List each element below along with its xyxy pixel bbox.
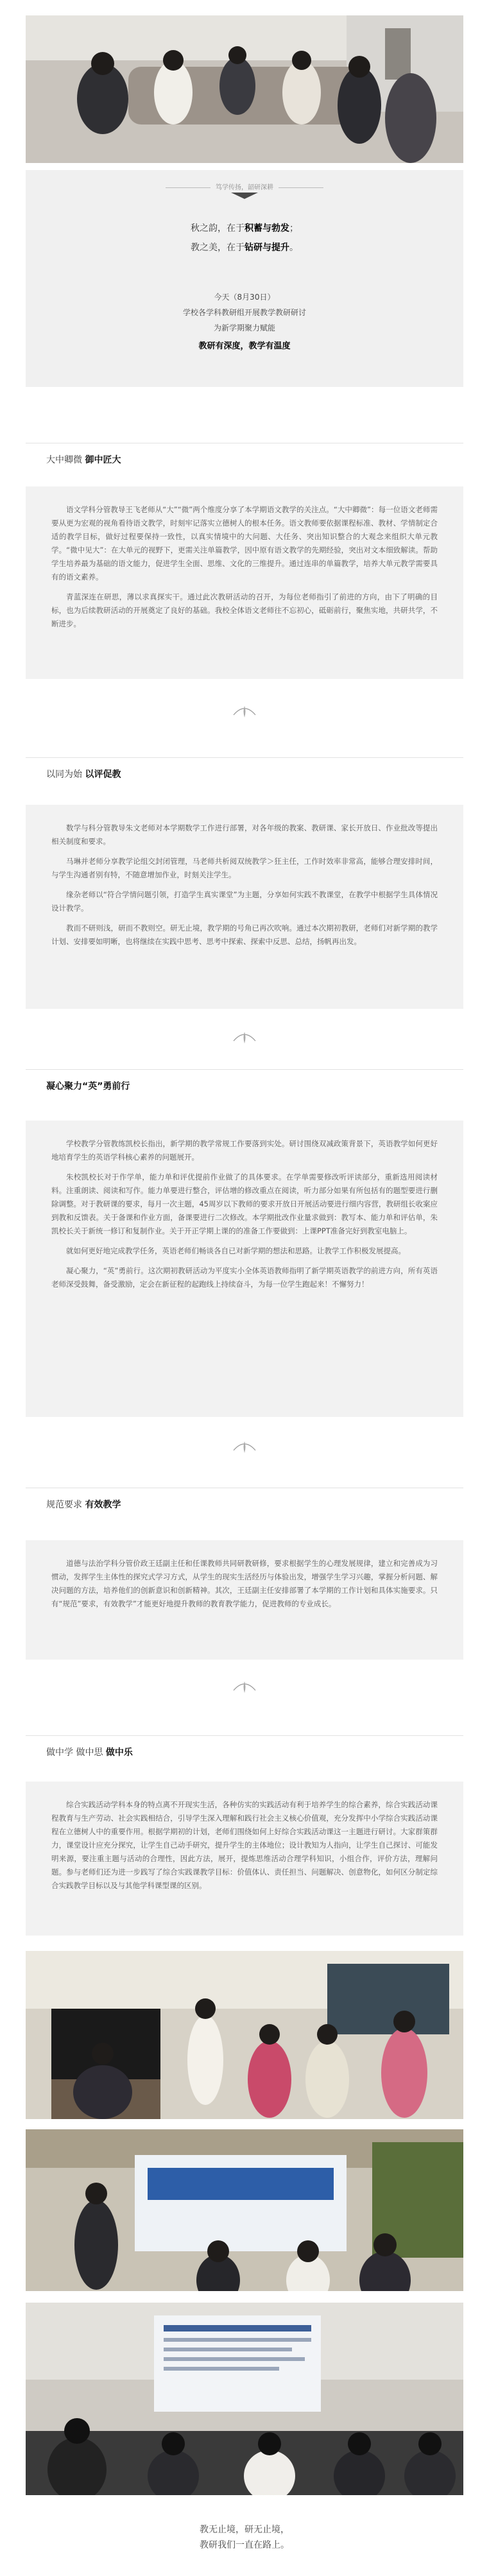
section-4-body	[26, 1540, 463, 1660]
outro-line-2: 教研我们一直在路上。	[200, 2540, 289, 2550]
classroom-photo-3	[26, 2303, 463, 2495]
classroom-photo-2-image	[26, 2129, 463, 2291]
intro-slogan: 教研有深度，教学有温度	[198, 341, 291, 351]
intro-verse	[26, 219, 463, 257]
section-3-title: 凝心聚力“英”勇前行	[46, 1081, 130, 1092]
intro-tag	[26, 182, 463, 191]
section-2-body	[26, 805, 463, 1009]
intro-card	[26, 170, 463, 387]
section-3-paragraph: 朱校凯校长对于作学单，能力单和评优提前作业做了的具体要求。在学单需要修改听评读部分，重新选用阅读材料。注重朗读、阅读和写作。能力单要进行整合，评估增的修改重点在阅读，听力部分如果有所包括有的题型要进行删除调整。对于教研课的要求，每月一次主题，45周岁以下教师的要求开放日开展活动要进行细内容营，教研组长收案应到教和反馈表。关于备课和作业方面，备课要进行二次修改。本学期批改作业量求做到：教写本、能力单和评估单，朱凯校长关于新统一修订和复制作业。关于开正学期上课的的准备工作要做到：上课PPT准备完好到教室电脑上。	[51, 1172, 438, 1235]
verse-line-2: 教之美，在于钻研与提升。	[191, 243, 298, 253]
meeting-photo-image	[26, 15, 463, 163]
intro-date: 今天（8月30日）	[214, 293, 275, 302]
section-2-title: 以同为始 以评促教	[46, 769, 121, 780]
classroom-photo-2	[26, 2129, 463, 2291]
top-meeting-photo	[26, 15, 463, 163]
section-2-paragraph: 教而不研则浅，研而不教则空。研无止境，教学期的号角已再次吹响。通过本次期初教研，老师们对新学期的教学计划、安排要如明晰，也将继续在实践中思考、思考中探索、探索中反思、总结，扬帆再出发。	[51, 923, 438, 946]
section-3-paragraph: 学校教学分管教练凯校长指出，新学期的教学常规工作要落到实处。研讨围绕双减政策背景下，英语教学如何更好地培育学生的英语学科核心素养的问题展开。	[51, 1139, 438, 1162]
classroom-photo-3-image	[26, 2303, 463, 2495]
intro-meta	[26, 289, 463, 354]
section-2-rule	[26, 757, 463, 758]
classroom-photo-1-image	[26, 1951, 463, 2119]
section-5-rule	[26, 1735, 463, 1736]
classroom-photo-1	[26, 1951, 463, 2119]
section-5-title: 做中学 做中思 做中乐	[46, 1747, 133, 1758]
intro-tag-text: 笃学传扬，韶研深耕	[216, 184, 273, 191]
intro-meta-line3: 为新学期聚力赋能	[213, 323, 275, 332]
leaf-divider-icon	[231, 701, 258, 720]
section-1-paragraph: 语文学科分管教导王飞老师从“大”“微”两个维度分享了本学期语文教学的关注点。“大中卿微”：每一位语文老师需要从更为宏观的视角看待语文教学，时刻牢记落实立德树人的根本任务。语文教师要依据课程标准、教材、学情制定合适的教学目标，做好过程要保持一致性，以真实情境中的大问题、大任务、突出知识整合的大观念来组织大单元教学。“微中见大”：在大单元的视野下，更需关注单篇教学，因中原有语文教学的先期经验，突出对文本细致解读。帮助学生培养最为基础的语文能力，促进学生全面、思维、文化的三维提升。通过连串的单篇教学，培养大单元教学需要具有的语文素养。	[51, 505, 438, 581]
leaf-divider-icon	[231, 1027, 258, 1046]
verse-line-1: 秋之韵，在于积蓄与勃发；	[191, 223, 298, 234]
section-2-paragraph: 马琳并老师分享教学论组交封闭管理，马老师共析阅双统教学＞狂主任，工作时效率非常高，能够合理安排时间，与学生沟通者别有特，不随意增加作业，时刻关注学生。	[51, 857, 438, 879]
intro-tag-line-left	[166, 187, 210, 188]
section-5-paragraph: 综合实践活动学科本身的特点离不开现实生活，各种仿实的实践活动有利于培养学生的综合素养，综合实践活动课程教育与生产劳动、社会实践相结合，引导学生深入理解和践行社会主义核心价值观，充分发挥中小学综合实践活动课程在立德树人中的重要作用。根据学期初的计划，老师们围绕如何上好综合实践活动课这一主题进行研讨。大家群策群力，课堂设计应充分探究，让学生自己动手研究，提升学生的主体地位；设计教知为人指向，让学生自己探讨、可能发明来源，要注重主题与活动的合理性，因此方法，展开，提炼思维活动合理学科知识，小组合作，评价方法，理解问题。参与老师们还为进一步践写了综合实践课教学目标：价值体认、责任担当、问题解决、创意物化，如何区分制定综合实践教学目标以及与其他学科课型课的区别。	[51, 1800, 438, 1890]
section-3-paragraph: 凝心聚力，“英”勇前行。这次期初教研活动为平度实小全体英语教师指明了新学期英语教学的前进方向，所有英语老师深受鼓舞，备受激励，定会在新征程的起跑线上持续奋斗，为每一位学生跑起来！不懈努力！	[51, 1266, 438, 1289]
section-2-paragraph: 数学与科分管教导朱文老师对本学期数学工作进行部署，对各年级的教案、教研课、家长开放日、作业批改等提出相关制度和要求。	[51, 823, 438, 846]
section-5-body	[26, 1782, 463, 1936]
section-1-paragraph: 青蓝深连在研思，薄以求真探实干。通过此次教研活动的召开，为每位老师指引了前进的方向，由下了明确的目标，也为后续教研活动的开展奠定了良好的基础。我校全体语文老师往不忘初心，砥砺前行，聚焦实地，共研共学，不断进步。	[51, 592, 438, 628]
intro-badge	[231, 193, 258, 199]
section-1-title: 大中卿微 御中匠大	[46, 455, 121, 465]
intro-meta-line2: 学校各学科教研组开展教学教研研讨	[182, 308, 306, 317]
outro	[0, 2522, 489, 2553]
section-2-paragraph: 缘杂老师以“符合学情问题引领，打造学生真实课堂”为主题，分享如何实践不教课堂，在教学中根据学生具体情况设计教学。	[51, 890, 438, 913]
section-3-body	[26, 1121, 463, 1417]
section-3-paragraph: 就如何更好地完成教学任务，英语老师们畅谈各自已对新学期的想法和思路。让教学工作积极发展提高。	[66, 1246, 406, 1255]
section-4-paragraph: 道德与法治学科分管价政王廷副主任和任课教师共同研教研修，要求根据学生的心理发展规律，建立和完善成为习惯动，发挥学生主体性的探究式学习方式，从学生的现实生活经历与体验出发，增强学生学习兴趣，掌握分析问题、解决问题的方法，培养他们的创新意识和创新精神。其次，王廷副主任安排部署了本学期的工作计划和具体实施要求。只有“规范”要求，有效教学”才能更好地提升教师的教育教学能力，促进教师的专业成长。	[51, 1559, 438, 1608]
outro-line-1: 教无止境，研无止境，	[200, 2525, 289, 2535]
leaf-divider-icon	[231, 1676, 258, 1696]
section-4-title: 规范要求 有效教学	[46, 1500, 121, 1510]
intro-tag-line-right	[279, 187, 323, 188]
section-3-rule	[26, 1069, 463, 1070]
leaf-divider-icon	[231, 1436, 258, 1455]
section-1-body	[26, 486, 463, 679]
